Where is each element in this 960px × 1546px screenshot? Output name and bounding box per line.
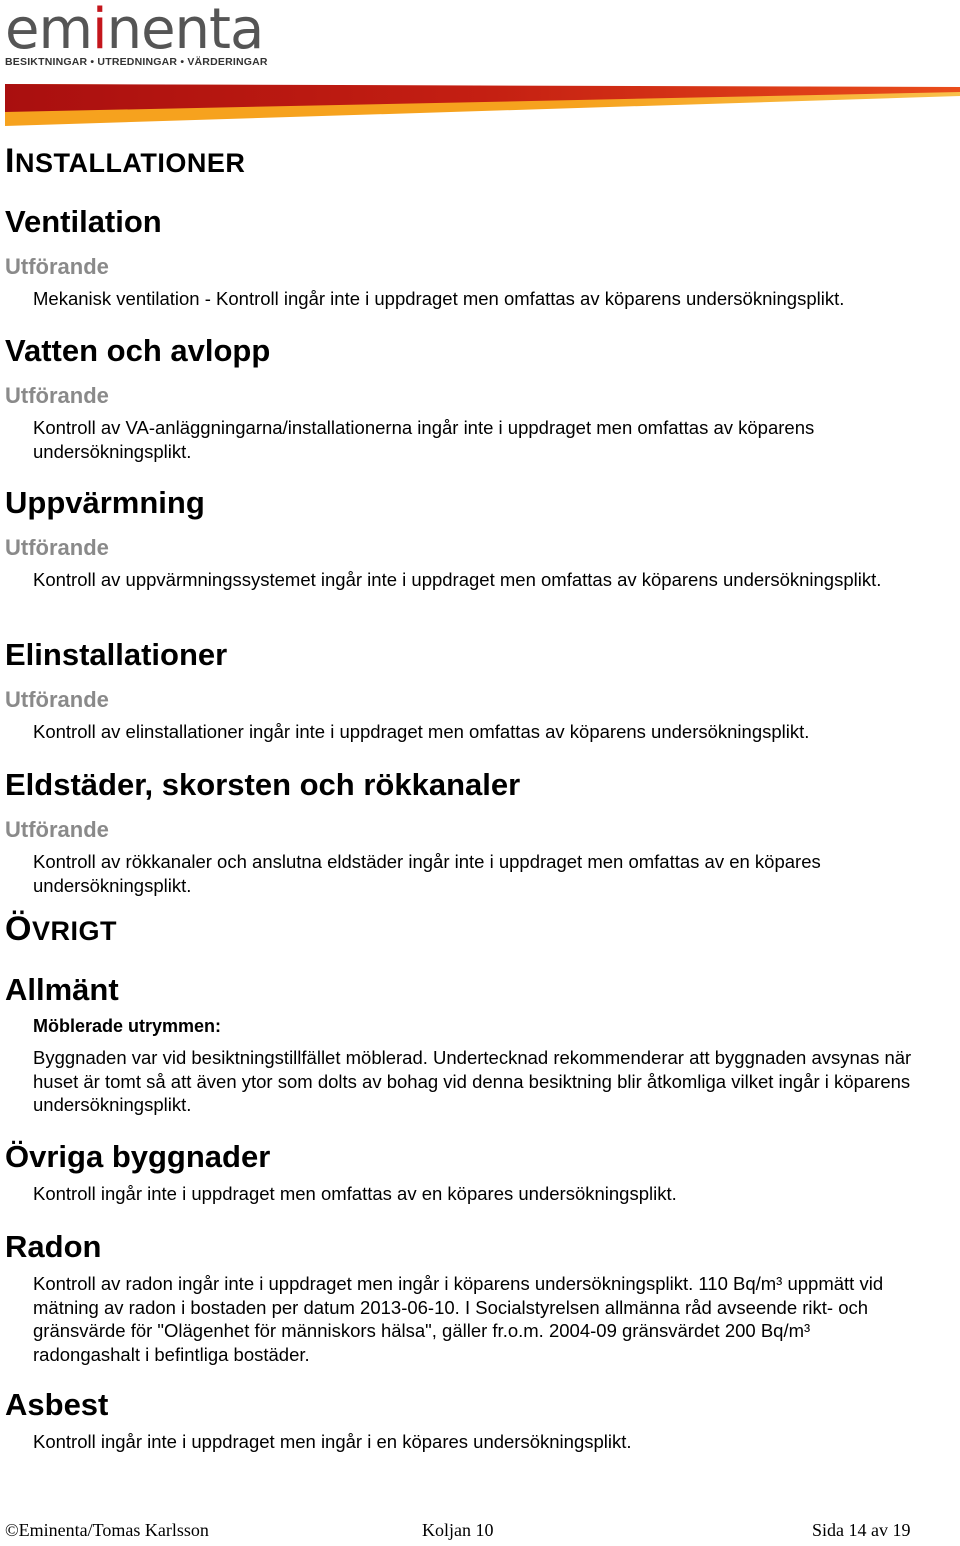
section-heading-ovrigt	[5, 910, 117, 949]
paragraph-ovriga-byggnader: Kontroll ingår inte i uppdraget men omfattas av en köpares undersökningsplikt.	[33, 1183, 677, 1204]
section-rest: VRIGT	[31, 916, 117, 946]
paragraph-eldstader: Kontroll av rökkanaler och anslutna eldstäder ingår inte i uppdraget men omfattas av en köpares undersökningsplikt.	[33, 851, 821, 896]
eminenta-logo	[5, 0, 268, 68]
footer-copyright: ©Eminenta/Tomas Karlsson	[5, 1520, 209, 1540]
heading-uppvarmning: Uppvärmning	[5, 485, 205, 520]
heading-ovriga-byggnader: Övriga byggnader	[5, 1139, 271, 1174]
footer-property: Koljan 10	[422, 1520, 494, 1540]
paragraph-elinstallationer: Kontroll av elinstallationer ingår inte i uppdraget men omfattas av köparens undersökningsplikt.	[33, 721, 810, 742]
section-cap: Ö	[5, 910, 32, 948]
section-rest: NSTALLATIONER	[14, 148, 246, 178]
logo-part-i: i	[92, 0, 107, 62]
subheading-utforande: Utförande	[5, 687, 109, 712]
subheading-utforande: Utförande	[5, 254, 109, 279]
heading-elinstallationer: Elinstallationer	[5, 637, 228, 672]
paragraph-vatten: Kontroll av VA-anläggningarna/installationerna ingår inte i uppdraget men omfattas av köparens undersökningsplikt.	[33, 417, 815, 462]
heading-radon: Radon	[5, 1229, 102, 1264]
paragraph-uppvarmning: Kontroll av uppvärmningssystemet ingår inte i uppdraget men omfattas av köparens undersökningsplikt.	[33, 569, 882, 590]
paragraph-radon: Kontroll av radon ingår inte i uppdraget men ingår i köparens undersökningsplikt. 110 Bq/m³ uppmätt vid mätning av radon i bostaden per datum 2013-06-10. I Socialstyrelsen allmänna råd avseende rikt- och gränsvärde för "Olägenhet för människors hälsa", gäller fr.o.m. 2004-09 gränsvärdet 200 Bq/m³ radongashalt i befintliga bostäder.	[33, 1273, 884, 1365]
footer-page-number: Sida 14 av 19	[812, 1520, 911, 1540]
heading-asbest: Asbest	[5, 1387, 109, 1422]
heading-vatten-och-avlopp: Vatten och avlopp	[5, 333, 271, 368]
logo-part-2: nenta	[106, 0, 264, 62]
section-heading-installationer	[5, 142, 245, 181]
page-header	[0, 0, 960, 130]
heading-ventilation: Ventilation	[5, 204, 162, 239]
heading-eldstader: Eldstäder, skorsten och rökkanaler	[5, 767, 521, 802]
label-moblerade-utrymmen: Möblerade utrymmen:	[33, 1016, 222, 1036]
paragraph-ventilation: Mekanisk ventilation - Kontroll ingår inte i uppdraget men omfattas av köparens undersökningsplikt.	[33, 288, 845, 309]
paragraph-asbest: Kontroll ingår inte i uppdraget men ingår i en köpares undersökningsplikt.	[33, 1431, 632, 1452]
page-footer	[0, 1520, 960, 1544]
logo-wordmark	[5, 0, 268, 60]
subheading-utforande: Utförande	[5, 817, 109, 842]
logo-part-1: em	[5, 0, 93, 62]
section-cap: I	[5, 142, 15, 180]
subheading-utforande: Utförande	[5, 383, 109, 408]
subheading-utforande: Utförande	[5, 535, 109, 560]
header-banner	[5, 84, 960, 126]
heading-allmant: Allmänt	[5, 972, 119, 1007]
logo-tagline: BESIKTNINGAR • UTREDNINGAR • VÄRDERINGAR	[5, 56, 268, 68]
paragraph-allmant: Byggnaden var vid besiktningstillfället möblerad. Undertecknad rekommenderar att byggnaden avsynas när huset är tomt så att även ytor som dolts av bohag vid denna besiktning blir åtkomliga vilket ingår i köparens undersökningsplikt.	[33, 1047, 912, 1115]
